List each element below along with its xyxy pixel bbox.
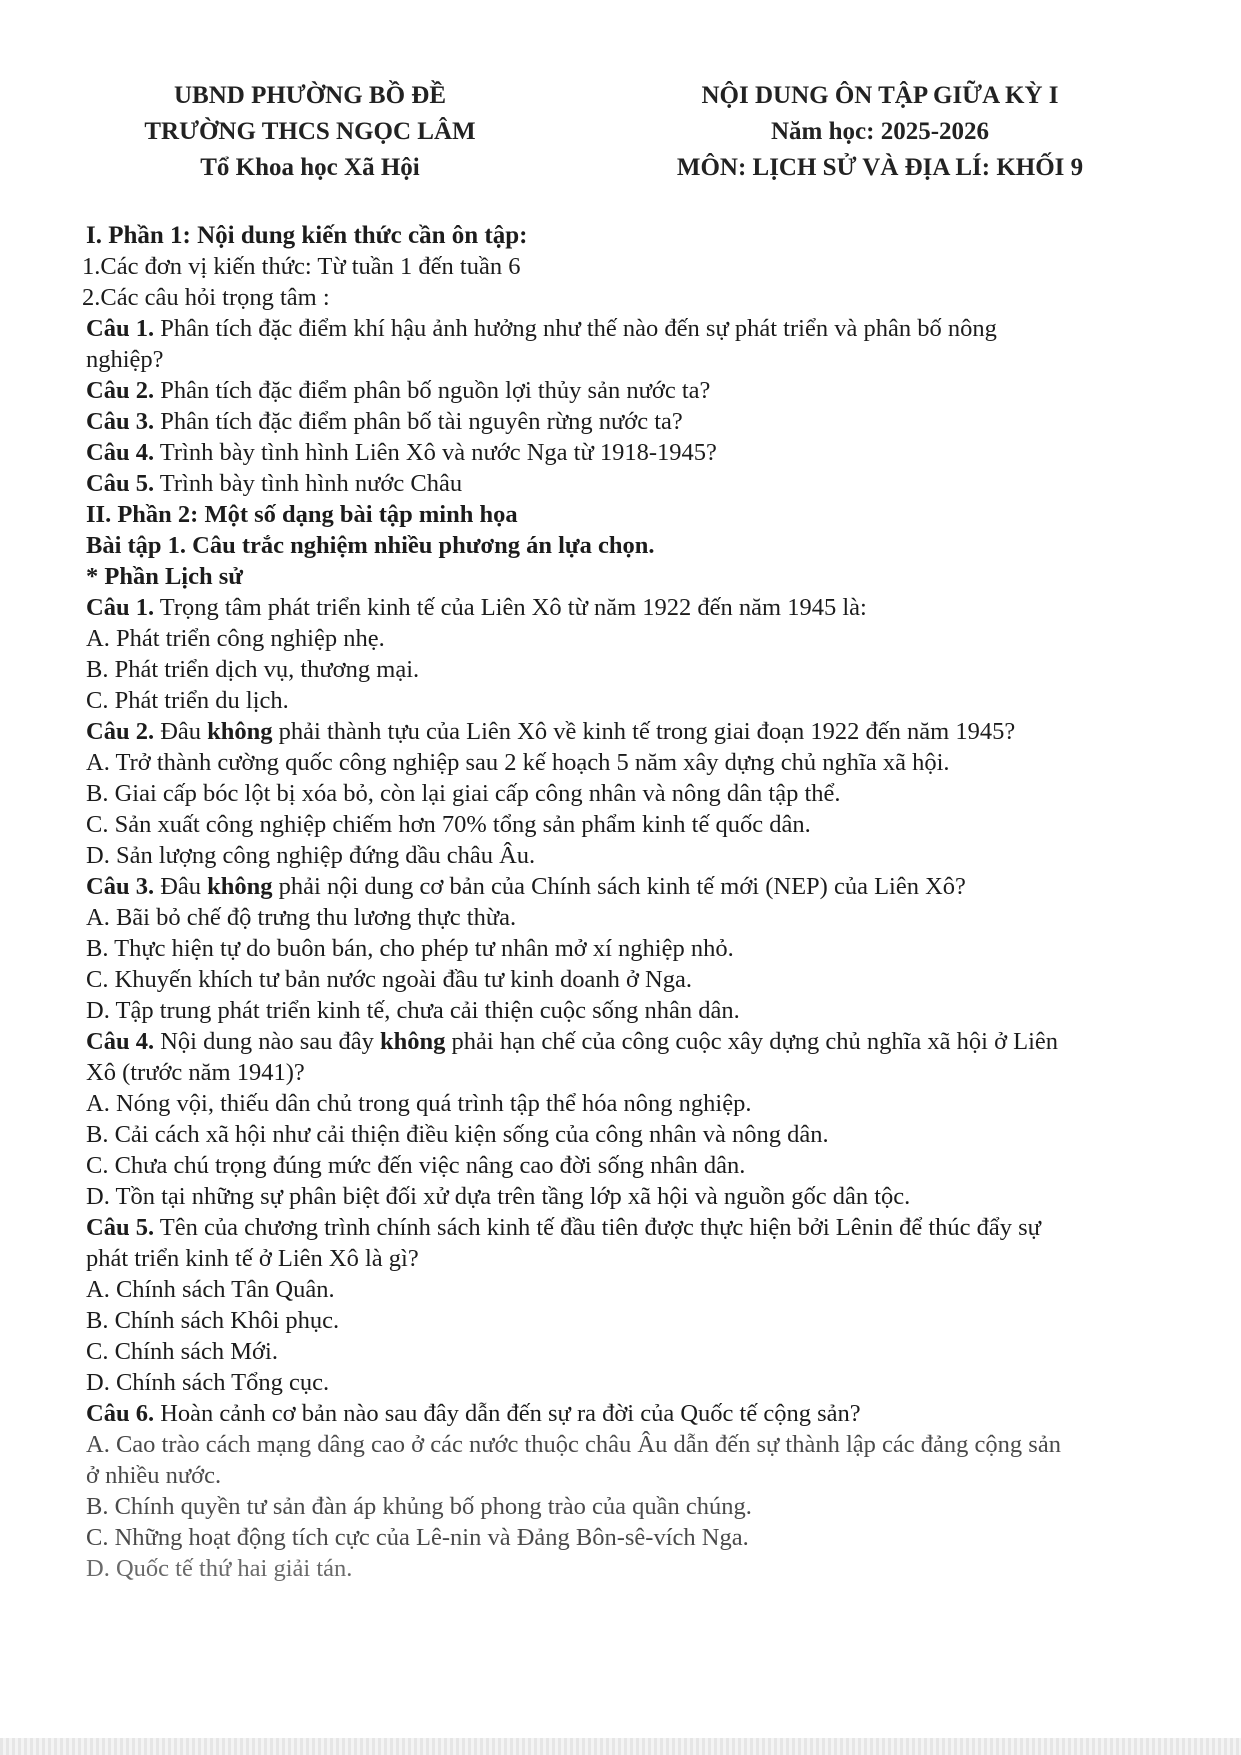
question-label: Câu 2. (86, 718, 155, 745)
part2-title: II. Phần 2: Một số dạng bài tập minh họa (86, 501, 518, 528)
mc-question-5 (86, 1212, 1171, 1243)
part1-title: I. Phần 1: Nội dung kiến thức cần ôn tập: (86, 222, 528, 249)
option-c: C. Phát triển du lịch. (86, 687, 289, 714)
ward-name: UBND PHƯỜNG BỒ ĐỀ (174, 82, 446, 109)
option-c: C. Chưa chú trọng đúng mức đến việc nâng cao đời sống nhân dân. (86, 1152, 746, 1179)
option-b: B. Giai cấp bóc lột bị xóa bỏ, còn lại giai cấp công nhân và nông dân tập thể. (86, 780, 841, 807)
option-d: D. Quốc tế thứ hai giải tán. (86, 1555, 353, 1582)
option-d: D. Tập trung phát triển kinh tế, chưa cải thiện cuộc sống nhân dân. (86, 997, 740, 1024)
option-a-cont: ở nhiều nước. (86, 1462, 222, 1489)
option-b: B. Chính sách Khôi phục. (86, 1307, 340, 1334)
question-label: Câu 3. (86, 873, 155, 900)
option-b: B. Chính quyền tư sản đàn áp khủng bố phong trào của quần chúng. (86, 1493, 752, 1520)
question-text-pre: Đâu (154, 718, 208, 745)
option-a: A. Chính sách Tân Quân. (86, 1276, 335, 1303)
option-c: C. Sản xuất công nghiệp chiếm hơn 70% tổng sản phẩm kinh tế quốc dân. (86, 811, 811, 838)
review-question-1-cont: nghiệp? (86, 346, 164, 373)
exercise-1-title: Bài tập 1. Câu trắc nghiệm nhiều phương án lựa chọn. (86, 532, 655, 559)
question-text: Phân tích đặc điểm phân bố tài nguyên rừng nước ta? (154, 408, 683, 435)
scan-edge (0, 1738, 1241, 1755)
knowledge-units: 1.Các đơn vị kiến thức: Từ tuần 1 đến tuần 6 (82, 253, 521, 280)
question-label: Câu 1. (86, 594, 155, 621)
review-question-2 (86, 375, 1171, 406)
review-question-4 (86, 437, 1171, 468)
question-label: Câu 5. (86, 470, 155, 497)
mc-question-4 (86, 1026, 1171, 1057)
department-name: Tổ Khoa học Xã Hội (200, 154, 420, 181)
question-text-post: phải hạn chế của công cuộc xây dựng chủ nghĩa xã hội ở Liên (445, 1028, 1059, 1055)
mc-question-4-cont: Xô (trước năm 1941)? (86, 1059, 305, 1086)
option-d: D. Chính sách Tổng cục. (86, 1369, 330, 1396)
question-text: Trình bày tình hình nước Châu (154, 470, 463, 497)
negation-word: không (207, 873, 273, 900)
negation-word: không (207, 718, 273, 745)
focus-questions-heading: 2.Các câu hỏi trọng tâm : (82, 284, 330, 311)
question-text-post: phải nội dung cơ bản của Chính sách kinh tế mới (NEP) của Liên Xô? (272, 873, 966, 900)
option-a: A. Bãi bỏ chế độ trưng thu lương thực thừa. (86, 904, 517, 931)
option-a: A. Cao trào cách mạng dâng cao ở các nước thuộc châu Âu dẫn đến sự thành lập các đảng cộng sản (86, 1431, 1061, 1458)
option-c: C. Chính sách Mới. (86, 1338, 278, 1365)
mc-question-3 (86, 871, 1171, 902)
mc-question-1 (86, 592, 1171, 623)
header-right (640, 78, 1120, 186)
question-text: Phân tích đặc điểm khí hậu ảnh hưởng như thế nào đến sự phát triển và phân bố nông (154, 315, 997, 342)
question-label: Câu 6. (86, 1400, 155, 1427)
mc-question-5-cont: phát triển kinh tế ở Liên Xô là gì? (86, 1245, 419, 1272)
school-year: Năm học: 2025-2026 (770, 118, 990, 145)
option-a: A. Trở thành cường quốc công nghiệp sau 2 kế hoạch 5 năm xây dựng chủ nghĩa xã hội. (86, 749, 950, 776)
question-text-pre: Đâu (154, 873, 208, 900)
question-label: Câu 2. (86, 377, 155, 404)
question-text: Phân tích đặc điểm phân bố nguồn lợi thủy sản nước ta? (154, 377, 711, 404)
option-c: C. Khuyến khích tư bản nước ngoài đầu tư kinh doanh ở Nga. (86, 966, 693, 993)
question-label: Câu 1. (86, 315, 155, 342)
option-a: A. Nóng vội, thiếu dân chủ trong quá trình tập thể hóa nông nghiệp. (86, 1090, 752, 1117)
negation-word: không (380, 1028, 446, 1055)
header-left (120, 78, 500, 186)
question-label: Câu 3. (86, 408, 155, 435)
option-b: B. Phát triển dịch vụ, thương mại. (86, 656, 420, 683)
question-text: Trình bày tình hình Liên Xô và nước Nga từ 1918-1945? (154, 439, 717, 466)
history-section-title: * Phần Lịch sử (86, 563, 243, 590)
subject-grade: MÔN: LỊCH SỬ VÀ ĐỊA LÍ: KHỐI 9 (676, 154, 1084, 181)
school-name: TRƯỜNG THCS NGỌC LÂM (144, 118, 476, 145)
review-question-5 (86, 468, 1171, 499)
question-text-pre: Nội dung nào sau đây (154, 1028, 380, 1055)
question-label: Câu 5. (86, 1214, 155, 1241)
question-text-post: phải thành tựu của Liên Xô về kinh tế trong giai đoạn 1922 đến năm 1945? (272, 718, 1016, 745)
question-text: Hoàn cảnh cơ bản nào sau đây dẫn đến sự ra đời của Quốc tế cộng sản? (154, 1400, 861, 1427)
question-text: Trọng tâm phát triển kinh tế của Liên Xô từ năm 1922 đến năm 1945 là: (154, 594, 867, 621)
option-c: C. Những hoạt động tích cực của Lê-nin và Đảng Bôn-sê-vích Nga. (86, 1524, 749, 1551)
option-d: D. Sản lượng công nghiệp đứng dầu châu Âu. (86, 842, 536, 869)
option-a: A. Phát triển công nghiệp nhẹ. (86, 625, 385, 652)
doc-title: NỘI DUNG ÔN TẬP GIỮA KỲ I (701, 82, 1059, 109)
mc-question-6 (86, 1398, 1171, 1429)
question-label: Câu 4. (86, 439, 155, 466)
review-question-3 (86, 406, 1171, 437)
mc-question-2 (86, 716, 1171, 747)
document-body (82, 220, 1171, 1584)
option-b: B. Thực hiện tự do buôn bán, cho phép tư nhân mở xí nghiệp nhỏ. (86, 935, 734, 962)
option-d: D. Tồn tại những sự phân biệt đối xử dựa trên tầng lớp xã hội và nguồn gốc dân tộc. (86, 1183, 911, 1210)
review-question-1 (86, 313, 1171, 344)
question-label: Câu 4. (86, 1028, 155, 1055)
option-b: B. Cải cách xã hội như cải thiện điều kiện sống của công nhân và nông dân. (86, 1121, 829, 1148)
question-text: Tên của chương trình chính sách kinh tế đầu tiên được thực hiện bởi Lênin để thúc đẩy sự (154, 1214, 1041, 1241)
